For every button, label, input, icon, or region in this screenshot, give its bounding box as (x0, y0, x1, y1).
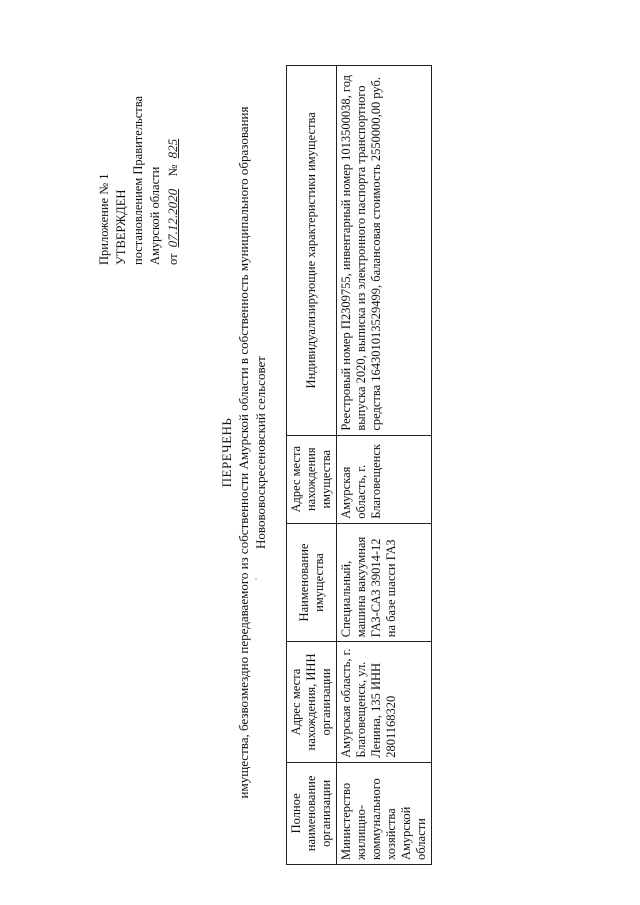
approved-label: УТВЕРЖДЕН (114, 189, 128, 265)
scan-speck (255, 578, 257, 580)
cell-property-name: Специальный, машина вакуумная ГАЗ-САЗ 39014-12 на базе шасси ГАЗ (337, 523, 432, 641)
cell-characteristics: Реестровый номер П2309755, инвентарный номер 1013500038, год выпуска 2020, выписка из электронного паспорта транспортного средства 164301013529499, балансовая стоимость 2550000,00 руб. (337, 66, 432, 436)
approval-block (96, 96, 182, 265)
header-property-name: Наименование имущества (287, 523, 337, 641)
title-line-1: имущества, безвозмездно передаваемого из собственности Амурской области в собственность муниципального образования (236, 106, 251, 799)
date-number-line (164, 96, 182, 265)
table-row (337, 66, 432, 865)
handwritten-date: 07.12.2020 (165, 188, 180, 248)
region-label: Амурской области (148, 166, 162, 265)
title-heading: ПЕРЕЧЕНЬ (219, 417, 234, 488)
header-org-address: Адрес места нахождения, ИНН организации (287, 642, 337, 763)
property-table (286, 65, 432, 865)
cell-org-name: Министерство жилищно-коммунального хозяйства Амурской области (337, 762, 432, 864)
number-prefix: № (166, 164, 180, 177)
cell-property-address: Амурская область, г. Благовещенск (337, 435, 432, 523)
header-org-name: Полное наименование организации (287, 762, 337, 864)
cell-org-address: Амурская область, г. Благовещенск, ул. Ленина, 135 ИНН 2801168320 (337, 642, 432, 763)
document-title (218, 0, 269, 905)
handwritten-number: 825 (165, 138, 180, 159)
title-line-2: Новововоскресеновский сельсовет (253, 356, 268, 549)
date-prefix: от (166, 253, 180, 265)
appendix-label: Приложение № 1 (97, 173, 111, 265)
header-property-address: Адрес места нахождения имущества (287, 435, 337, 523)
header-characteristics: Индивидуализирующие характеристики имущества (287, 66, 337, 436)
resolution-label: постановлением Правительства (131, 95, 145, 265)
table-header-row (287, 66, 337, 865)
